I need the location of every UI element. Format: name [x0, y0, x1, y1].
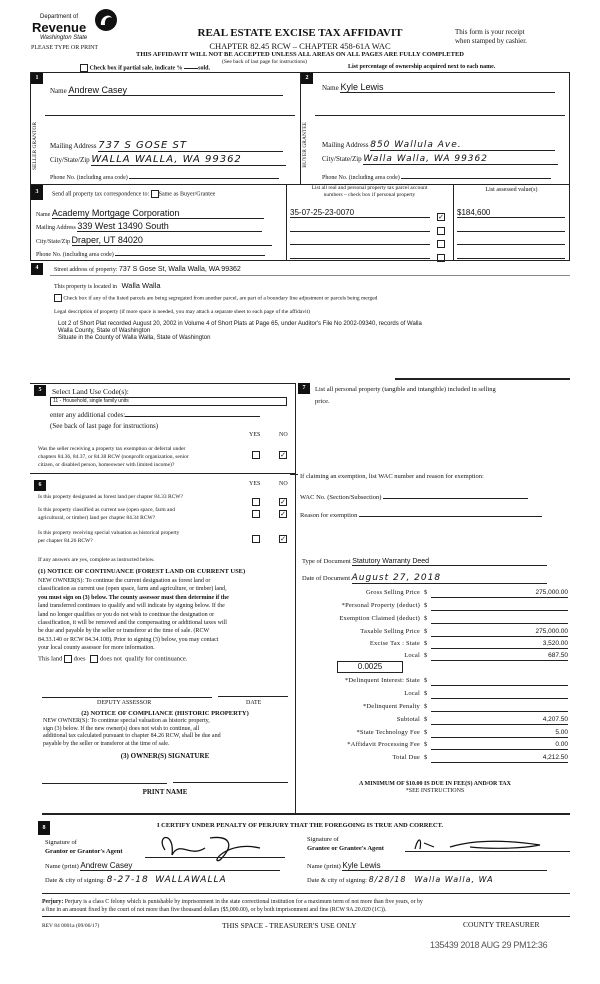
section-8-badge: 8 — [38, 821, 50, 835]
dollar-sign: $ — [424, 652, 428, 659]
does-not-checkbox[interactable] — [90, 655, 98, 663]
dollar-sign: $ — [424, 602, 428, 609]
tax-row-label: *Delinquent Interest: State — [344, 677, 420, 684]
tax-row-value[interactable]: 0.00 — [431, 741, 568, 750]
segregated-checkbox[interactable] — [54, 294, 62, 302]
dollar-sign: $ — [424, 589, 428, 596]
print-name-label: PRINT NAME — [142, 788, 188, 796]
continuance-line: be due and payable by the seller or transferor at the time of sale. (RCW — [38, 628, 210, 635]
form-revision: REV 84 0001a (09/06/17) — [42, 923, 100, 929]
corr-mail-field[interactable]: 339 West 13490 South — [77, 221, 262, 232]
tax-row-label: *Affidavit Processing Fee — [347, 741, 420, 748]
segregated-label: Check box if any of the listed parcels are being segregated from another parcel, are part of a boundary line adjustment or parcels being merged — [63, 295, 378, 302]
additional-codes-label: enter any additional codes: — [50, 411, 126, 419]
section-2-badge: 2 — [301, 73, 313, 84]
does-label: does — [73, 655, 86, 663]
seller-phone-field[interactable] — [129, 172, 279, 179]
legal-line-3: Situate in the County of Walla Walla, State of Washington — [58, 335, 211, 341]
parcel-header-2: numbers – check box if personal property — [323, 192, 416, 198]
partial-sale-checkbox[interactable] — [80, 64, 88, 72]
tax-row-value[interactable]: 5.00 — [431, 729, 568, 738]
personal-property-checkbox[interactable] — [437, 254, 445, 262]
compliance-text — [43, 718, 221, 748]
parcel-header-1: List all real and personal property tax parcel account — [311, 185, 428, 191]
compliance-line: payable by the seller or transferor at the time of sale. — [43, 740, 170, 747]
wac-label: WAC No. (Section/Subsection) — [300, 494, 382, 501]
buyer-city-field[interactable]: Walla Walla, WA 99362 — [363, 154, 558, 165]
parcel-number-field[interactable] — [290, 222, 430, 232]
seller-name-label: Name — [50, 87, 67, 95]
local-rate-field[interactable]: 0.0025 — [337, 661, 403, 673]
compliance-line: NEW OWNER(S): To continue special valuation as historic property, — [43, 718, 210, 724]
tax-row-value[interactable]: 275,000.00 — [431, 589, 568, 598]
partial-sale — [80, 64, 210, 72]
ownership-note: List percentage of ownership acquired next to each name. — [348, 64, 496, 70]
logo-dept: Department of — [40, 14, 79, 20]
seller-city-field[interactable]: WALLA WALLA, WA 99362 — [91, 154, 286, 166]
receipt-note-2: when stamped by cashier. — [455, 37, 527, 45]
assessed-value-field[interactable] — [457, 222, 565, 232]
tax-row-value[interactable]: 3,520.00 — [431, 640, 568, 649]
compliance-title: (2) NOTICE OF COMPLIANCE (HISTORIC PROPERTY) — [81, 710, 249, 717]
additional-codes-field[interactable] — [125, 410, 260, 417]
assessed-value-field[interactable]: $184,600 — [457, 208, 565, 218]
does-checkbox[interactable] — [64, 655, 72, 663]
historic-question: Is this property receiving special valuation as historical property per chapter 84.26 RCW? — [38, 530, 180, 544]
dollar-sign: $ — [424, 716, 428, 723]
assessed-value-field[interactable] — [457, 235, 565, 245]
personal-property-checkbox[interactable] — [437, 227, 445, 235]
located-field[interactable]: Walla Walla — [121, 281, 161, 290]
section-3-badge: 3 — [31, 185, 43, 200]
grantee-date-label: Date & city of signing: — [307, 877, 367, 884]
grantee-name-label: Name (print) — [307, 863, 341, 870]
section-5-badge: 5 — [34, 385, 46, 396]
located-label: This property is located in — [54, 284, 117, 290]
same-as-buyer-checkbox[interactable] — [151, 190, 159, 198]
parcel-number-field[interactable] — [290, 235, 430, 245]
corr-mail-label: Mailing Address — [36, 225, 76, 231]
doc-date-field[interactable]: August 27, 2018 — [352, 573, 547, 584]
same-as-buyer-label: Same as Buyer/Grantee — [158, 191, 216, 198]
legal-line-1: Lot 2 of Short Plat recorded August 20, 2002 in Volume 4 of Short Plats at Page 65, under Auditor's File No 2002-09340, records of Walla — [58, 321, 422, 327]
continuance-line: land transferred continues to qualify and will indicate by signing below. If the — [38, 603, 225, 610]
grantee-signature-label: Signature of Grantee or Grantee's Agent — [307, 836, 384, 852]
buyer-side-label: BUYER GRANTEE — [302, 122, 308, 168]
county-treasurer-label: COUNTY TREASURER — [463, 920, 540, 929]
exemption-question: Was the seller receiving a property tax exemption or deferral under chapters 84.36, 84.37, or 84.38 RCW (nonprofit organization, senior citizen, or disabled person, homeowner with limited income)? — [38, 446, 189, 468]
tax-row-value[interactable] — [431, 690, 568, 699]
reason-field[interactable] — [359, 510, 542, 517]
grantee-name-field[interactable]: Kyle Lewis — [342, 861, 547, 871]
deputy-assessor-label: DEPUTY ASSESSOR — [97, 700, 152, 706]
tax-row-label: Subtotal — [396, 716, 420, 723]
see-instructions: *SEE INSTRUCTIONS — [405, 788, 465, 794]
seller-mail-label: Mailing Address — [50, 142, 97, 150]
current-use-yes-checkbox[interactable] — [252, 510, 260, 518]
tax-row-label: Taxable Selling Price — [360, 628, 420, 635]
this-land-label: This land — [38, 655, 63, 663]
street-label: Street address of property: — [54, 267, 118, 273]
corr-phone-field[interactable] — [115, 249, 265, 256]
grantor-name-field[interactable]: Andrew Casey — [80, 861, 280, 871]
compliance-line: additional tax calculated pursuant to chapter 84.26 RCW, shall be due and — [43, 733, 221, 739]
buyer-city-label: City/State/Zip — [322, 155, 362, 163]
parcel-number-field[interactable] — [290, 249, 430, 259]
land-use-select[interactable]: 11 - Household, single family units — [50, 397, 287, 406]
reason-label: Reason for exemption — [300, 512, 358, 519]
tax-row-value[interactable]: 4,212.50 — [431, 754, 568, 763]
dollar-sign: $ — [424, 741, 428, 748]
corr-city-field[interactable]: Draper, UT 84020 — [72, 235, 272, 246]
buyer-mail-label: Mailing Address — [322, 141, 369, 149]
please-type: PLEASE TYPE OR PRINT — [31, 45, 99, 51]
buyer-phone-label: Phone No. (including area code) — [322, 175, 400, 181]
section-1-badge: 1 — [31, 73, 43, 84]
form-title: REAL ESTATE EXCISE TAX AFFIDAVIT — [197, 27, 403, 39]
grantor-signature-label: Signature of Grantor or Grantor's Agent — [45, 839, 123, 855]
no-header-6: NO — [279, 481, 288, 487]
yes-header: YES — [249, 432, 261, 438]
tax-row-label: Local — [404, 690, 420, 697]
section-4-badge: 4 — [31, 263, 43, 275]
legal-line-2: Walla County, State of Washington — [58, 328, 151, 334]
continuance-line: land no longer qualifies or you do not wish to continue the designation or — [38, 611, 215, 618]
personal-property-checkbox[interactable] — [437, 240, 445, 248]
seller-name-field[interactable]: Andrew Casey — [68, 85, 283, 96]
sold-label: sold. — [198, 65, 211, 72]
section-7-badge: 7 — [298, 383, 310, 394]
tax-row-value[interactable] — [431, 615, 568, 624]
compliance-line: sign (3) below. If the new owner(s) does not wish to continue, all — [43, 725, 200, 732]
receipt-note-1: This form is your receipt — [455, 28, 525, 36]
street-field[interactable]: 737 S Gose St, Walla Walla, WA 99362 — [118, 266, 241, 273]
historic-yes-checkbox[interactable] — [252, 535, 260, 543]
grantor-city-field[interactable]: WALLAWALLA — [155, 875, 227, 885]
corr-name-label: Name — [36, 212, 51, 218]
seller-phone-label: Phone No. (including area code) — [50, 175, 128, 181]
certify-statement: I CERTIFY UNDER PENALTY OF PERJURY THAT THE FOREGOING IS TRUE AND CORRECT. — [156, 822, 443, 829]
continuance-title: (1) NOTICE OF CONTINUANCE (FOREST LAND OR CURRENT USE) — [38, 568, 246, 575]
buyer-name-label: Name — [322, 84, 339, 92]
completion-warning: THIS AFFIDAVIT WILL NOT BE ACCEPTED UNLESS ALL AREAS ON ALL PAGES ARE FULLY COMPLETED — [136, 51, 464, 58]
minimum-note: A MINIMUM OF $10.00 IS DUE IN FEE(S) AND/OR TAX — [359, 781, 511, 787]
tax-row-value[interactable] — [431, 677, 568, 686]
land-use-see-back: (See back of last page for instructions) — [50, 422, 159, 430]
tax-row-label: Total Due — [392, 754, 420, 761]
doc-date-label: Date of Document — [302, 575, 351, 582]
land-use-label: Select Land Use Code(s): — [52, 387, 129, 396]
corr-city-label: City/State/Zip — [36, 239, 70, 245]
dollar-sign: $ — [424, 754, 428, 761]
tax-row-value[interactable]: 275,000.00 — [431, 628, 568, 637]
wac-field[interactable] — [383, 492, 528, 499]
continuance-line: NEW OWNER(S): To continue the current designation as forest land or — [38, 578, 211, 584]
continuance-line: 84.33.140 or RCW 84.34.108). Prior to signing (3) below, you may contact — [38, 636, 219, 643]
exemption-note: If claiming an exemption, list WAC number and reason for exemption: — [300, 473, 484, 480]
dollar-sign: $ — [424, 677, 428, 684]
assessed-value-field[interactable] — [457, 249, 565, 259]
buyer-mail-field[interactable]: 850 Wallula Ave. — [370, 140, 555, 151]
seller-city-label: City/State/Zip — [50, 156, 90, 164]
seller-mail-field[interactable]: 737 S GOSE ST — [98, 140, 283, 152]
legal-label: Legal description of property (if more space is needed, you may attach a separate sheet to each page of the affidavit) — [54, 309, 310, 315]
corr-phone-label: Phone No. (including area code) — [36, 252, 114, 258]
grantee-signature[interactable] — [410, 835, 560, 855]
current-use-question: Is this property classified as current use (open space, farm and agricultural, or timber) land per chapter 84.34 RCW? — [38, 507, 175, 521]
dollar-sign: $ — [424, 703, 428, 710]
logo-state: Washington State — [40, 35, 88, 41]
receipt-stamp: 135439 2018 AUG 29 PM12:36 — [430, 940, 548, 950]
treasurer-use-label: THIS SPACE - TREASURER'S USE ONLY — [222, 921, 357, 930]
tax-row-label: *Personal Property (deduct) — [341, 602, 420, 609]
current-use-no-checkbox[interactable]: ✓ — [280, 510, 286, 519]
tax-row-value[interactable]: 687.50 — [431, 652, 568, 661]
grantee-date-field[interactable]: 8/28/18 — [368, 875, 407, 884]
tax-row-label: *State Technology Fee — [356, 729, 420, 736]
doc-type-field[interactable]: Statutory Warranty Deed — [352, 558, 547, 566]
assessed-header: List assessed value(s) — [485, 187, 538, 193]
corr-name-field[interactable]: Academy Mortgage Corporation — [52, 208, 264, 219]
tax-row-label: *Delinquent Penalty — [362, 703, 420, 710]
correspondence-label: Send all property tax correspondence to: — [52, 191, 150, 198]
perjury-notice: Perjury: Perjury is a class C felony which is punishable by imprisonment in the state correctional institution for a maximum term of not more than five years, or by a fine in an amount fixed by the court of not more than five thousand dollars ($5,000.00), or by both imprisonment and fine (RCW 9A.20.020 (1C)). — [42, 899, 423, 913]
see-back-note: (See back of last page for instructions) — [222, 59, 307, 65]
q5-yes-checkbox[interactable] — [252, 451, 260, 459]
dollar-sign: $ — [424, 690, 428, 697]
partial-label: Check box if partial sale, indicate % — [89, 65, 183, 72]
parcel-number-field[interactable]: 35-07-25-23-0070 — [290, 208, 430, 218]
legal-description[interactable] — [58, 321, 422, 342]
tax-row-value[interactable] — [431, 602, 568, 611]
buyer-name-field[interactable]: Kyle Lewis — [340, 82, 555, 93]
form-chapter: CHAPTER 82.45 RCW – CHAPTER 458-61A WAC — [209, 41, 391, 51]
logo-name: Revenue — [32, 20, 87, 35]
tax-row-value[interactable]: 4,207.50 — [431, 716, 568, 725]
buyer-phone-field[interactable] — [401, 172, 551, 179]
dollar-sign: $ — [424, 628, 428, 635]
tax-row-value[interactable] — [431, 703, 568, 712]
continuance-line: your local county assessor for more information. — [38, 645, 155, 652]
continuance-line: classification, it will be removed and the compensating or additional taxes will — [38, 620, 227, 627]
dollar-sign: $ — [424, 615, 428, 622]
continuance-text — [38, 577, 229, 653]
continuance-line: classification as current use (open space, farm and agriculture, or timber) land, — [38, 586, 227, 593]
owner-signature-label: (3) OWNER(S) SIGNATURE — [120, 752, 210, 760]
doc-type-label: Type of Document — [302, 558, 351, 565]
q5-no-checkbox[interactable]: ✓ — [280, 451, 286, 460]
seller-side-label: SELLER GRANTOR — [32, 122, 38, 171]
parcel-header — [286, 185, 453, 199]
yes-header-6: YES — [249, 481, 261, 487]
does-not-label: does not — [100, 655, 122, 663]
tax-row-label: Local — [404, 652, 420, 659]
personal-property-label: List all personal property (tangible and intangible) included in selling price. — [315, 386, 496, 405]
forest-question: Is this property designated as forest land per chapter 84.33 RCW? — [38, 494, 183, 500]
no-header: NO — [279, 432, 288, 438]
tax-row-label: Excise Tax : State — [369, 640, 420, 647]
grantor-date-field[interactable]: 8-27-18 — [106, 875, 149, 885]
grantor-name-label: Name (print) — [45, 863, 79, 870]
dollar-sign: $ — [424, 729, 428, 736]
grantor-signature[interactable] — [150, 830, 270, 865]
tax-row-label: Exemption Claimed (deduct) — [339, 615, 420, 622]
dollar-sign: $ — [424, 640, 428, 647]
qualify-label: qualify for continuance. — [125, 655, 188, 663]
forest-no-checkbox[interactable]: ✓ — [280, 498, 286, 507]
tax-row-label: Gross Selling Price — [366, 589, 420, 596]
personal-property-checkbox[interactable]: ✓ — [438, 213, 444, 222]
grantor-date-label: Date & city of signing: — [45, 877, 105, 884]
section-6-badge: 6 — [34, 480, 46, 491]
historic-no-checkbox[interactable]: ✓ — [280, 535, 286, 544]
grantee-city-field[interactable]: Walla Walla, WA — [414, 875, 494, 884]
continuance-line: you must sign on (3) below. The county assessor must then determine if the — [38, 594, 229, 601]
if-yes-note: If any answers are yes, complete as instructed below. — [38, 557, 155, 563]
deputy-date-label: DATE — [246, 700, 262, 706]
